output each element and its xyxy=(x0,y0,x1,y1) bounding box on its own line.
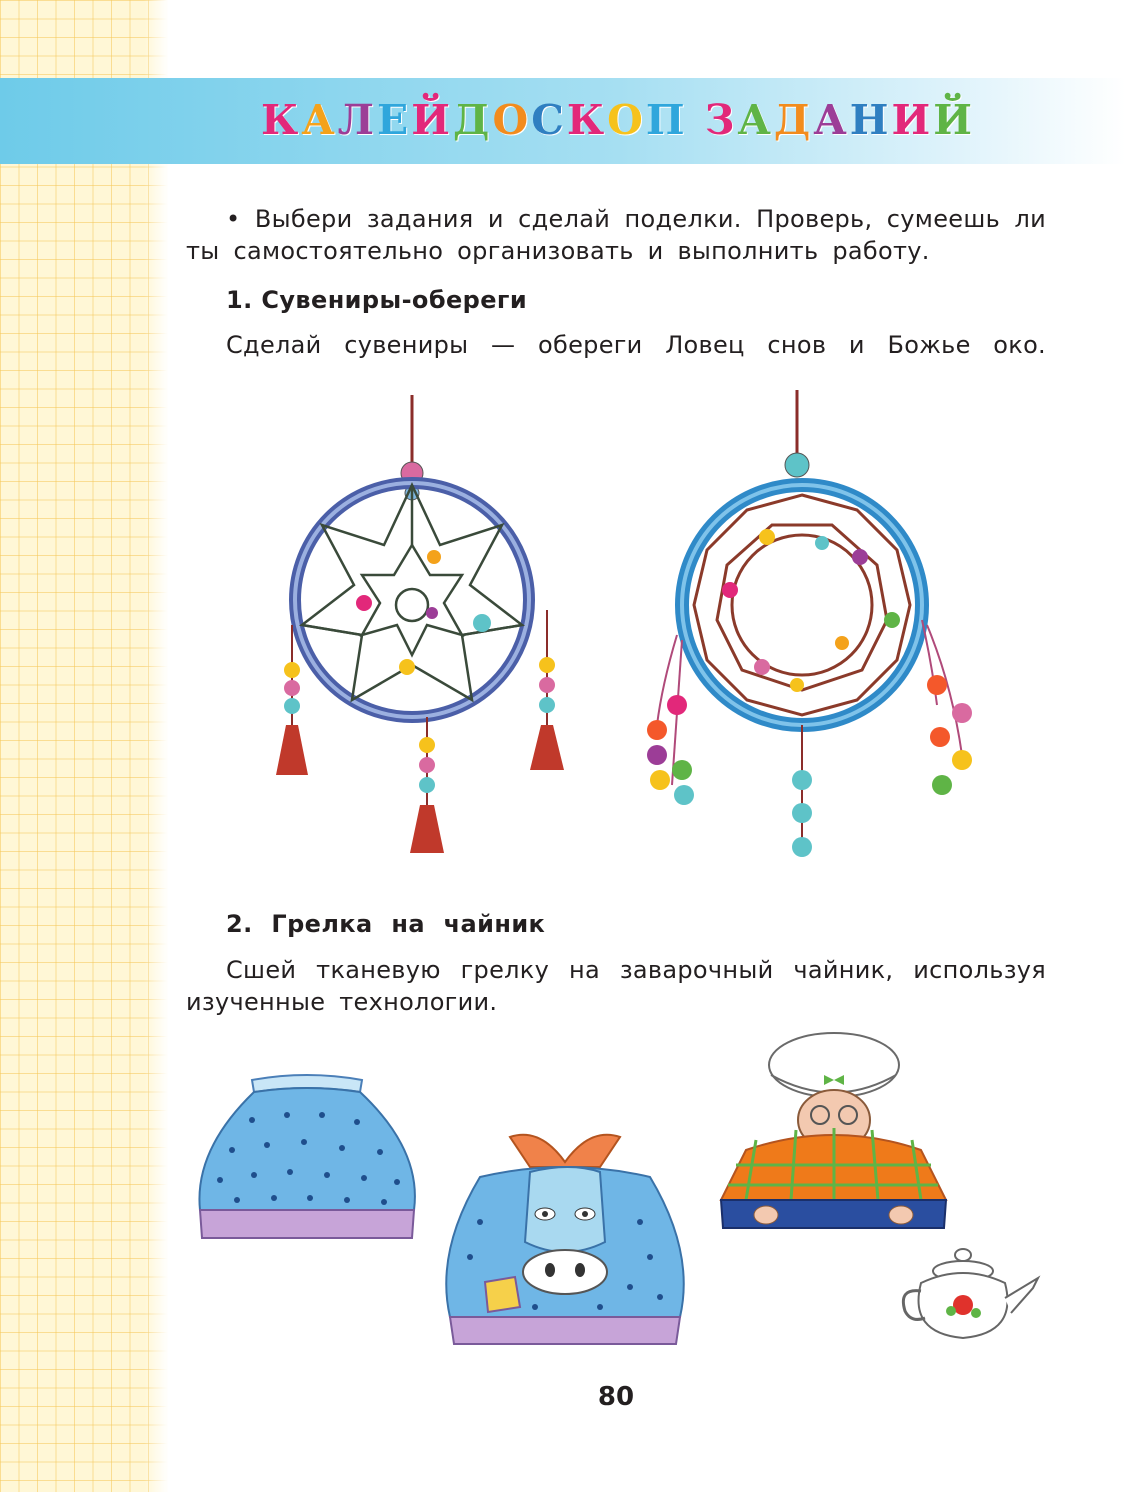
tea-cozy-cow-illustration xyxy=(440,1122,690,1347)
title-letter: О xyxy=(607,96,646,144)
title-letter: К xyxy=(566,96,608,144)
title-letter: Н xyxy=(849,96,892,144)
dreamcatcher-right-illustration xyxy=(632,385,982,870)
section-1-heading: 1. Сувениры-обереги xyxy=(226,286,528,314)
title-letter: Й xyxy=(933,96,975,144)
intro-line-2: ты самостоятельно организовать и выполнить работу. xyxy=(186,237,930,265)
title-letter: И xyxy=(891,96,934,144)
title-letter: Е xyxy=(377,96,412,144)
title-letter: С xyxy=(531,96,567,144)
title-letter xyxy=(688,96,705,144)
title-letter: Й xyxy=(411,96,454,144)
teapot-illustration xyxy=(893,1243,1043,1343)
title-letter: А xyxy=(813,96,850,144)
dreamcatcher-left-illustration xyxy=(252,385,572,865)
grid-paper-margin xyxy=(0,0,168,1492)
intro-paragraph xyxy=(186,203,1046,267)
section-2-paragraph xyxy=(186,954,1046,1018)
title-letter: Д xyxy=(453,96,493,144)
section-1-text: Сделай сувениры — обереги Ловец снов и Божье око. xyxy=(226,331,1046,359)
title-letter: О xyxy=(492,96,532,144)
title-letter: А xyxy=(301,96,338,144)
section-2-heading: 2. Грелка на чайник xyxy=(226,910,546,938)
title-letter: З xyxy=(704,96,738,144)
title-letter: А xyxy=(737,96,774,144)
tea-cozy-granny-illustration xyxy=(716,1030,951,1230)
page-number: 80 xyxy=(597,1382,635,1412)
section-2-line-2: изученные технологии. xyxy=(186,988,498,1016)
title-letter: К xyxy=(261,96,302,144)
page-title xyxy=(0,92,1126,148)
tea-cozy-skirt-illustration xyxy=(192,1070,427,1245)
title-letter: Л xyxy=(337,96,377,144)
title-letter: Д xyxy=(773,96,814,144)
title-letter: П xyxy=(645,96,688,144)
section-2-line-1: Сшей тканевую грелку на заварочный чайник, используя xyxy=(226,956,1046,984)
intro-line-1: • Выбери задания и сделай поделки. Проверь, сумеешь ли xyxy=(226,205,1046,233)
